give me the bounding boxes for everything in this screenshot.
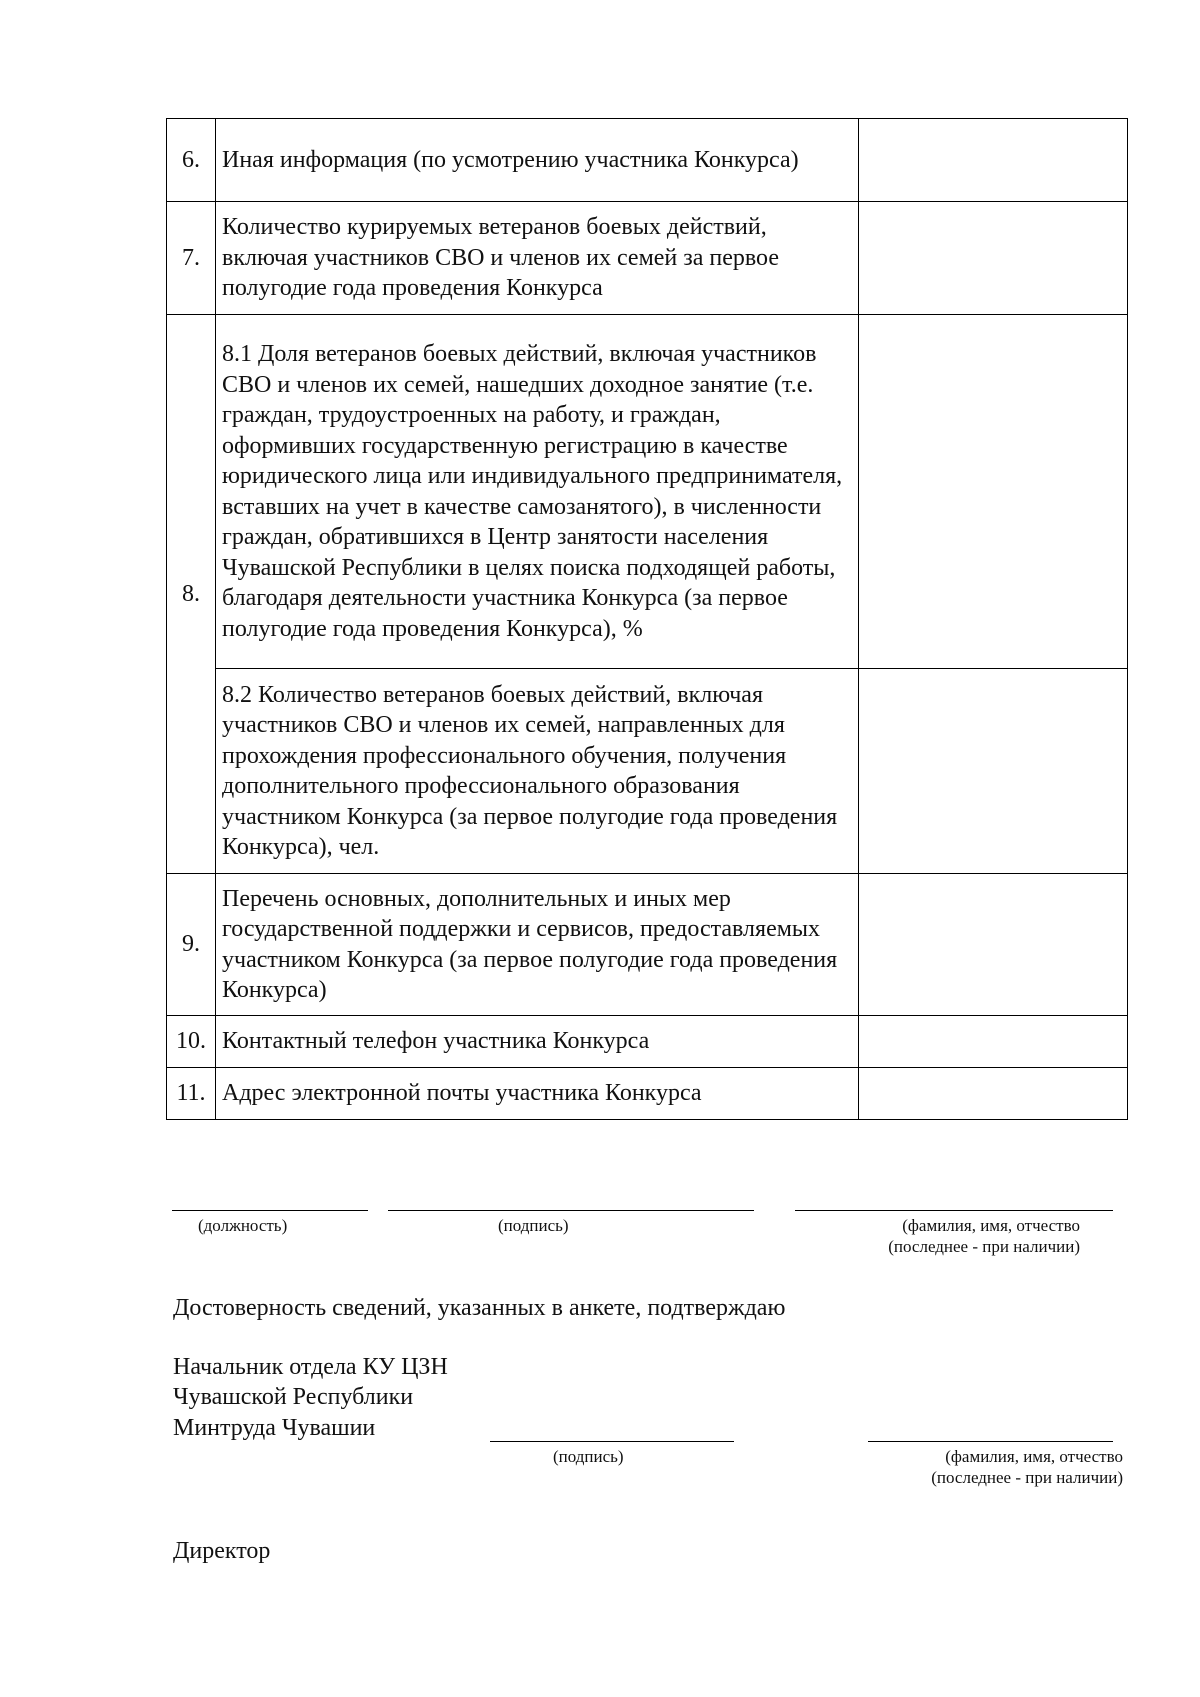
row-value [859,669,1128,874]
head-full-name-caption-line1: (фамилия, имя, отчество [945,1447,1123,1466]
full-name-caption-line2: (последнее - при наличии) [888,1237,1080,1256]
row-value [859,202,1128,315]
row-text: Перечень основных, дополнительных и иных мер государственной поддержки и сервисов, предоставляемых участником Конкурса (за первое полугодие года проведения Конкурса) [216,874,859,1016]
row-number: 9. [167,874,216,1016]
row-value [859,1016,1128,1068]
row-value [859,1068,1128,1120]
row-text: 8.1 Доля ветеранов боевых действий, включая участников СВО и членов их семей, нашедших доходное занятие (т.е. граждан, трудоустроенных на работу, и граждан, оформивших государственную регистрацию в качестве юридического лица или индивидуального предпринимателя, вставших на учет в качестве самозанятого), в численности граждан, обратившихся в Центр занятости населения Чувашской Республики в целях поиска подходящей работы, благодаря деятельности участника Конкурса (за первое полугодие года проведения Конкурса), % [216,315,859,669]
confirmation-text: Достоверность сведений, указанных в анкете, подтверждаю [173,1295,786,1321]
signature-line [388,1210,754,1211]
row-number: 10. [167,1016,216,1068]
table-row [167,119,1128,202]
director-title: Директор [173,1538,271,1564]
head-full-name-line [868,1441,1113,1442]
row-number: 6. [167,119,216,202]
table-row [167,1016,1128,1068]
row-number: 7. [167,202,216,315]
row-value [859,874,1128,1016]
row-number: 11. [167,1068,216,1120]
table-row [167,315,1128,669]
row-text: Адрес электронной почты участника Конкурса [216,1068,859,1120]
row-text: 8.2 Количество ветеранов боевых действий, включая участников СВО и членов их семей, направленных для прохождения профессионального обучения, получения дополнительного профессионального образования участником Конкурса (за первое полугодие года проведения Конкурса), чел. [216,669,859,874]
table-row [167,1068,1128,1120]
questionnaire-table [166,118,1128,1120]
signature-caption: (подпись) [498,1216,569,1235]
head-title-line3: Минтруда Чувашии [173,1415,376,1441]
position-line [172,1210,368,1211]
position-caption: (должность) [198,1216,288,1235]
row-text: Контактный телефон участника Конкурса [216,1016,859,1068]
row-value [859,315,1128,669]
row-text: Количество курируемых ветеранов боевых действий, включая участников СВО и членов их семей за первое полугодие года проведения Конкурса [216,202,859,315]
row-value [859,119,1128,202]
table-row [167,669,1128,874]
full-name-line [795,1210,1113,1211]
head-title-line2: Чувашской Республики [173,1384,414,1410]
head-signature-line [490,1441,734,1442]
table-row [167,202,1128,315]
head-signature-caption: (подпись) [553,1447,624,1466]
row-number: 8. [167,315,216,874]
row-text: Иная информация (по усмотрению участника Конкурса) [216,119,859,202]
full-name-caption [800,1215,1080,1257]
table-row [167,874,1128,1016]
head-full-name-caption [830,1446,1123,1488]
head-full-name-caption-line2: (последнее - при наличии) [931,1468,1123,1487]
head-title-line1: Начальник отдела КУ ЦЗН [173,1354,448,1380]
full-name-caption-line1: (фамилия, имя, отчество [902,1216,1080,1235]
